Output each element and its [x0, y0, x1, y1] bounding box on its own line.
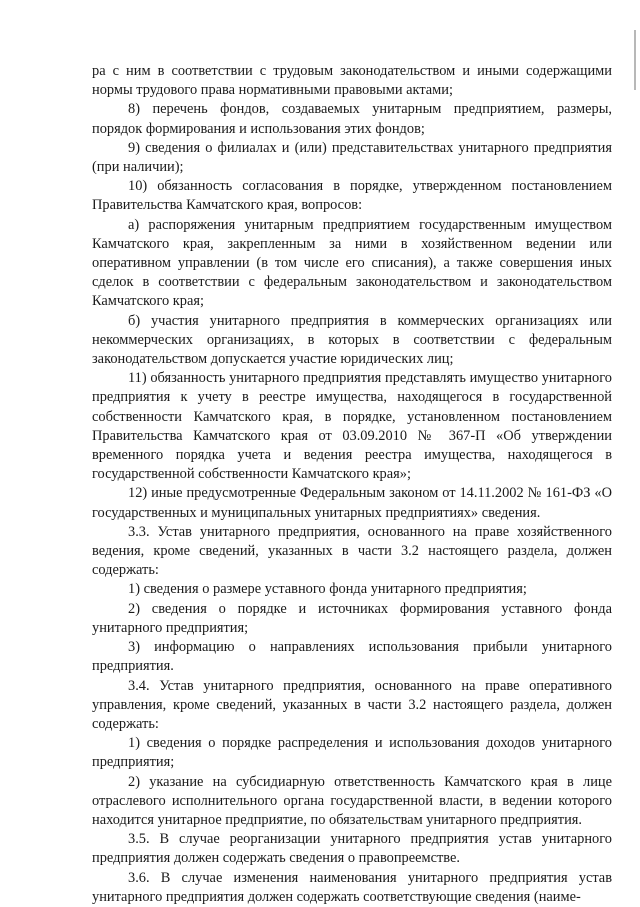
item-9-branches: 9) сведения о филиалах и (или) представительствах унитарного предприятия (при наличии);: [92, 139, 612, 176]
section-3-4-item-1: 1) сведения о порядке распределения и использования доходов унитарного предприятия;: [92, 735, 612, 771]
section-3-5: 3.5. В случае реорганизации унитарного предприятия устав унитарного предприятия должен содержать сведения о правопреемстве.: [92, 831, 612, 867]
document-body: [92, 62, 612, 907]
item-10a-property: а) распоряжения унитарным предприятием государственным имуществом Камчатского края, закрепленным за ними в хозяйственном ведении или оперативном управлении (в том числе его списания), а также совершения иных сделок в соответствии с федеральным законодательством и законодательством Камчатского края;: [92, 216, 612, 310]
section-3-3: 3.3. Устав унитарного предприятия, основанного на праве хозяйственного ведения, кроме сведений, указанных в части 3.2 настоящего раздела, должен содержать:: [92, 523, 612, 579]
item-12-other: 12) иные предусмотренные Федеральным законом от 14.11.2002 № 161-ФЗ «О государственных и муниципальных унитарных предприятиях» сведения.: [92, 485, 612, 521]
item-8-funds: 8) перечень фондов, создаваемых унитарным предприятием, размеры, порядок формирования и использования этих фондов;: [92, 101, 612, 137]
item-10b-participation: б) участия унитарного предприятия в коммерческих организациях или некоммерческих организациях, в которых в соответствии с федеральным законодательством допускается участие юридических лиц;: [92, 312, 612, 368]
section-3-4: 3.4. Устав унитарного предприятия, основанного на праве оперативного управления, кроме сведений, указанных в части 3.2 настоящего раздела, должен содержать:: [92, 677, 612, 732]
section-3-3-item-3: 3) информацию о направлениях использования прибыли унитарного предприятия.: [92, 639, 612, 675]
section-3-3-item-2: 2) сведения о порядке и источниках формирования уставного фонда унитарного предприятия;: [92, 600, 612, 636]
item-11-registry: 11) обязанность унитарного предприятия представлять имущество унитарного предприятия к учету в реестре имущества, находящегося в государственной собственности Камчатского края, в порядке, установленном постановлением Правительства Камчатского края от 03.09.2010 № 367-П «Об утверждении временного порядка учета и ведения реестра имущества, находящегося в государственной собственности Камчатского края»;: [92, 370, 612, 483]
section-3-4-item-2: 2) указание на субсидиарную ответственность Камчатского края в лице отраслевого исполнительного органа государственной власти, в ведении которого находится унитарное предприятие, по обязательствам унитарного предприятия.: [92, 773, 612, 828]
section-3-3-item-1: 1) сведения о размере уставного фонда унитарного предприятия;: [128, 581, 527, 598]
section-3-6: 3.6. В случае изменения наименования унитарного предприятия устав унитарного предприятия должен содержать соответствующие сведения (наиме-: [92, 869, 612, 905]
scan-edge-mark: [634, 30, 636, 90]
item-10-approval: 10) обязанность согласования в порядке, утвержденном постановлением Правительства Камчатского края, вопросов:: [92, 178, 612, 214]
paragraph-continuation: ра с ним в соответствии с трудовым законодательством и иными содержащими нормы трудового права нормативными правовыми актами;: [92, 63, 612, 99]
